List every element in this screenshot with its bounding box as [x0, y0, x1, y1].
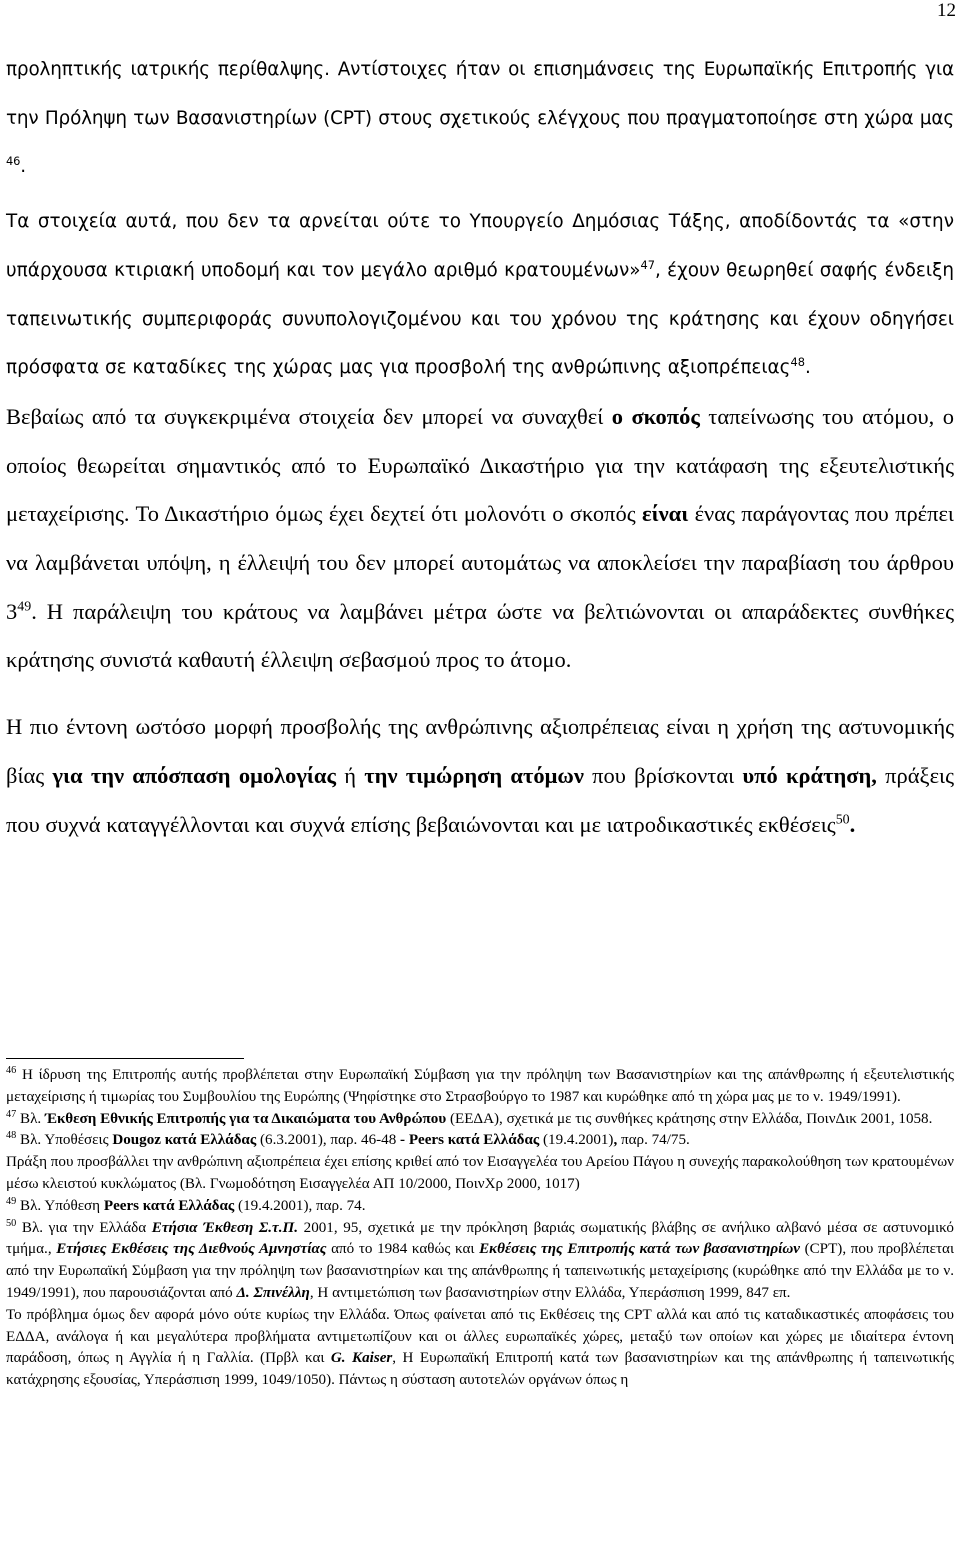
bold-phrase: την τιμώρηση ατόμων — [364, 762, 584, 788]
footnote-47: $^{47}$ Βλ. Έκθεση Εθνικής Επιτροπής για τα Δικαιώματα του Ανθρώπου (ΕΕΔΑ), σχετικά με τις συνθήκες κράτησης στην Ελλάδα, ΠοινΔικ 2001, 1058. — [6, 1108, 933, 1127]
footnote-ref-48[interactable]: 48 — [790, 355, 805, 370]
footnote-number: 48 — [6, 1130, 17, 1142]
footnote-ref-47[interactable]: 47 — [640, 257, 656, 272]
paragraph-1: προληπτικής ιατρικής περίθαλψης. Αντίστοιχες ήταν οι επισημάνσεις της Ευρωπαϊκής Επιτροπής για την Πρόληψη των Βασανιστηρίων (CPT) στους σχετικούς ελέγχους που πραγματοποίησε στη χώρα μας $^{46}$. — [6, 59, 954, 178]
paragraph-4: Η πιο έντονη ωστόσο μορφή προσβολής της ανθρώπινης αξιοπρέπειας είναι η χρήση της αστυνομικής βίας για την απόσπαση ομολογίας ή την τιμώρηση ατόμων που βρίσκονται υπό κράτηση, πράξεις που συχνά καταγγέλλονται και συχνά επίσης βεβαιώνονται και με ιατροδικαστικές εκθέσεις$^{50}$. — [6, 714, 954, 837]
footnote-ref-50[interactable]: 50 — [835, 812, 850, 828]
footnote-number: 50 — [6, 1217, 17, 1229]
paragraph-3: Βεβαίως από τα συγκεκριμένα στοιχεία δεν μπορεί να συναχθεί ο σκοπός ταπείνωσης του ατόμου, ο οποίος θεωρείται σημαντικός από το Ευρωπαϊκό Δικαστήριο για την κατάφαση της εξευτελιστικής μεταχείρισης. Το Δικαστήριο όμως έχει δεχτεί ότι μολονότι ο σκοπός είναι ένας παράγοντας που πρέπει να λαμβάνεται υπόψη, η έλλειψή του δεν μπορεί αυτομάτως να αποκλείσει την παραβίαση του άρθρου $3^{49}$. Η παράλειψη του κράτους να λαμβάνει μέτρα ώστε να βελτιώνονται οι απαράδεκτες συνθήκες κράτησης συνιστά καθαυτή έλλειψη σεβασμού προς το άτομο. — [6, 403, 954, 673]
footnote-48-continuation: Πράξη που προσβάλλει την ανθρώπινη αξιοπρέπεια έχει επίσης κριθεί από τον Εισαγγελέα του Αρείου Πάγου η συνεχής παρακολούθηση των κρατουμένων μέσω κλειστού κυκλώματος (Βλ. Γνωμοδότηση Εισαγγελέα ΑΠ 10/2000, ΠοινΧρ 2000, 1017) — [6, 1154, 954, 1192]
footnote-48: $^{48}$ Βλ. Υποθέσεις Dougoz κατά Ελλάδας (6.3.2001), παρ. 46-48 - Peers κατά Ελλάδας (19.4.2001), παρ. 74/75. — [6, 1130, 690, 1149]
footnote-number: 49 — [6, 1195, 17, 1207]
bold-phrase: για την απόσπαση ομολογίας — [52, 762, 336, 788]
paragraph-2: Τα στοιχεία αυτά, που δεν τα αρνείται ούτε το Υπουργείο Δημόσιας Τάξης, αποδίδοντάς τα «στην υπάρχουσα κτιριακή υποδομή και τον μεγάλο αριθμό κρατουμένων»$^{47}$, έχουν θεωρηθεί σαφής ένδειξη ταπεινωτικής συμπεριφοράς συνυπολογιζομένου και του χρόνου της κράτησης και έχουν οδηγήσει πρόσφατα σε καταδίκες της χώρας μας για προσβολή της ανθρώπινης αξιοπρέπειας$^{48}$. — [6, 211, 954, 379]
footnote-46: $^{46}$ Η ίδρυση της Επιτροπής αυτής προβλέπεται στην Ευρωπαϊκή Σύμβαση για την πρόληψη των Βασανιστηρίων και της απάνθρωπης ή εξευτελιστικής μεταχείρισης ή τιμωρίας του Συμβουλίου της Ευρώπης (Ψηφίστηκε στο Στρασβούργο το 1987 και κυρώθηκε από τη χώρα μας με το ν. 1949/1991). — [6, 1064, 954, 1105]
footnote-number: 47 — [6, 1108, 17, 1120]
footnote-49: $^{49}$ Βλ. Υπόθεση Peers κατά Ελλάδας (19.4.2001), παρ. 74. — [6, 1195, 366, 1214]
footnote-50-continuation: Το πρόβλημα όμως δεν αφορά μόνο ούτε κυρίως την Ελλάδα. Όπως φαίνεται από τις Εκθέσεις της CPT αλλά και από τις καταδικαστικές αποφάσεις του ΕΔΔΑ, ανάλογα ή και μεγαλύτερα προβλήματα αντιμετωπίζουν και οι άλλες ευρωπαϊκές χώρες, μεταξύ των οποίων και χώρες με ιδιαίτερα έντονη παράδοση, όπως η Αγγλία ή η Γαλλία. (Πρβλ και G. Kaiser, Η Ευρωπαϊκή Επιτροπή κατά των βασανιστηρίων και της απάνθρωπης ή ταπεινωτικής κατάχρησης εξουσίας, Υπεράσπιση 1999, 1049/1050). Πάντως η σύσταση αυτοτελών οργάνων όπως η — [6, 1306, 954, 1389]
bold-phrase: είναι — [642, 501, 689, 527]
body-text — [6, 46, 954, 849]
page-number: 12 — [937, 0, 956, 21]
footnote-ref-46[interactable]: 46 — [6, 154, 21, 169]
bold-phrase: υπό κράτηση, — [742, 762, 877, 788]
footnote-separator — [6, 1058, 244, 1059]
footnote-number: 46 — [6, 1064, 17, 1076]
bold-phrase: ο σκοπός — [611, 403, 700, 429]
footnotes — [6, 1058, 954, 1392]
footnote-50: $^{50}$ Βλ. για την Ελλάδα Ετήσια Έκθεση Σ.τ.Π. 2001, 95, σχετικά με την πρόκληση βαριάς σωματικής βλάβης σε ανήλικο αλβανό μέσα σε αστυνομικό τμήμα., Ετήσιες Εκθέσεις της Διεθνούς Αμνηστίας από το 1984 καθώς και Εκθέσεις της Επιτροπής κατά των βασανιστηρίων (CPT), που προβλέπεται από την Ευρωπαϊκή Σύμβαση για την πρόληψη των βασανιστηρίων και της απάνθρωπης ή ταπεινωτικής μεταχείρισης (κυρώθηκε από την Ελλάδα με το ν. 1949/1991), που παρουσιάζονται από Δ. Σπινέλλη, Η αντιμετώπιση των βασανιστηρίων στην Ελλάδα, Υπεράσπιση 1999, 847 επ. — [6, 1217, 955, 1301]
footnote-ref-49[interactable]: 49 — [17, 599, 32, 615]
